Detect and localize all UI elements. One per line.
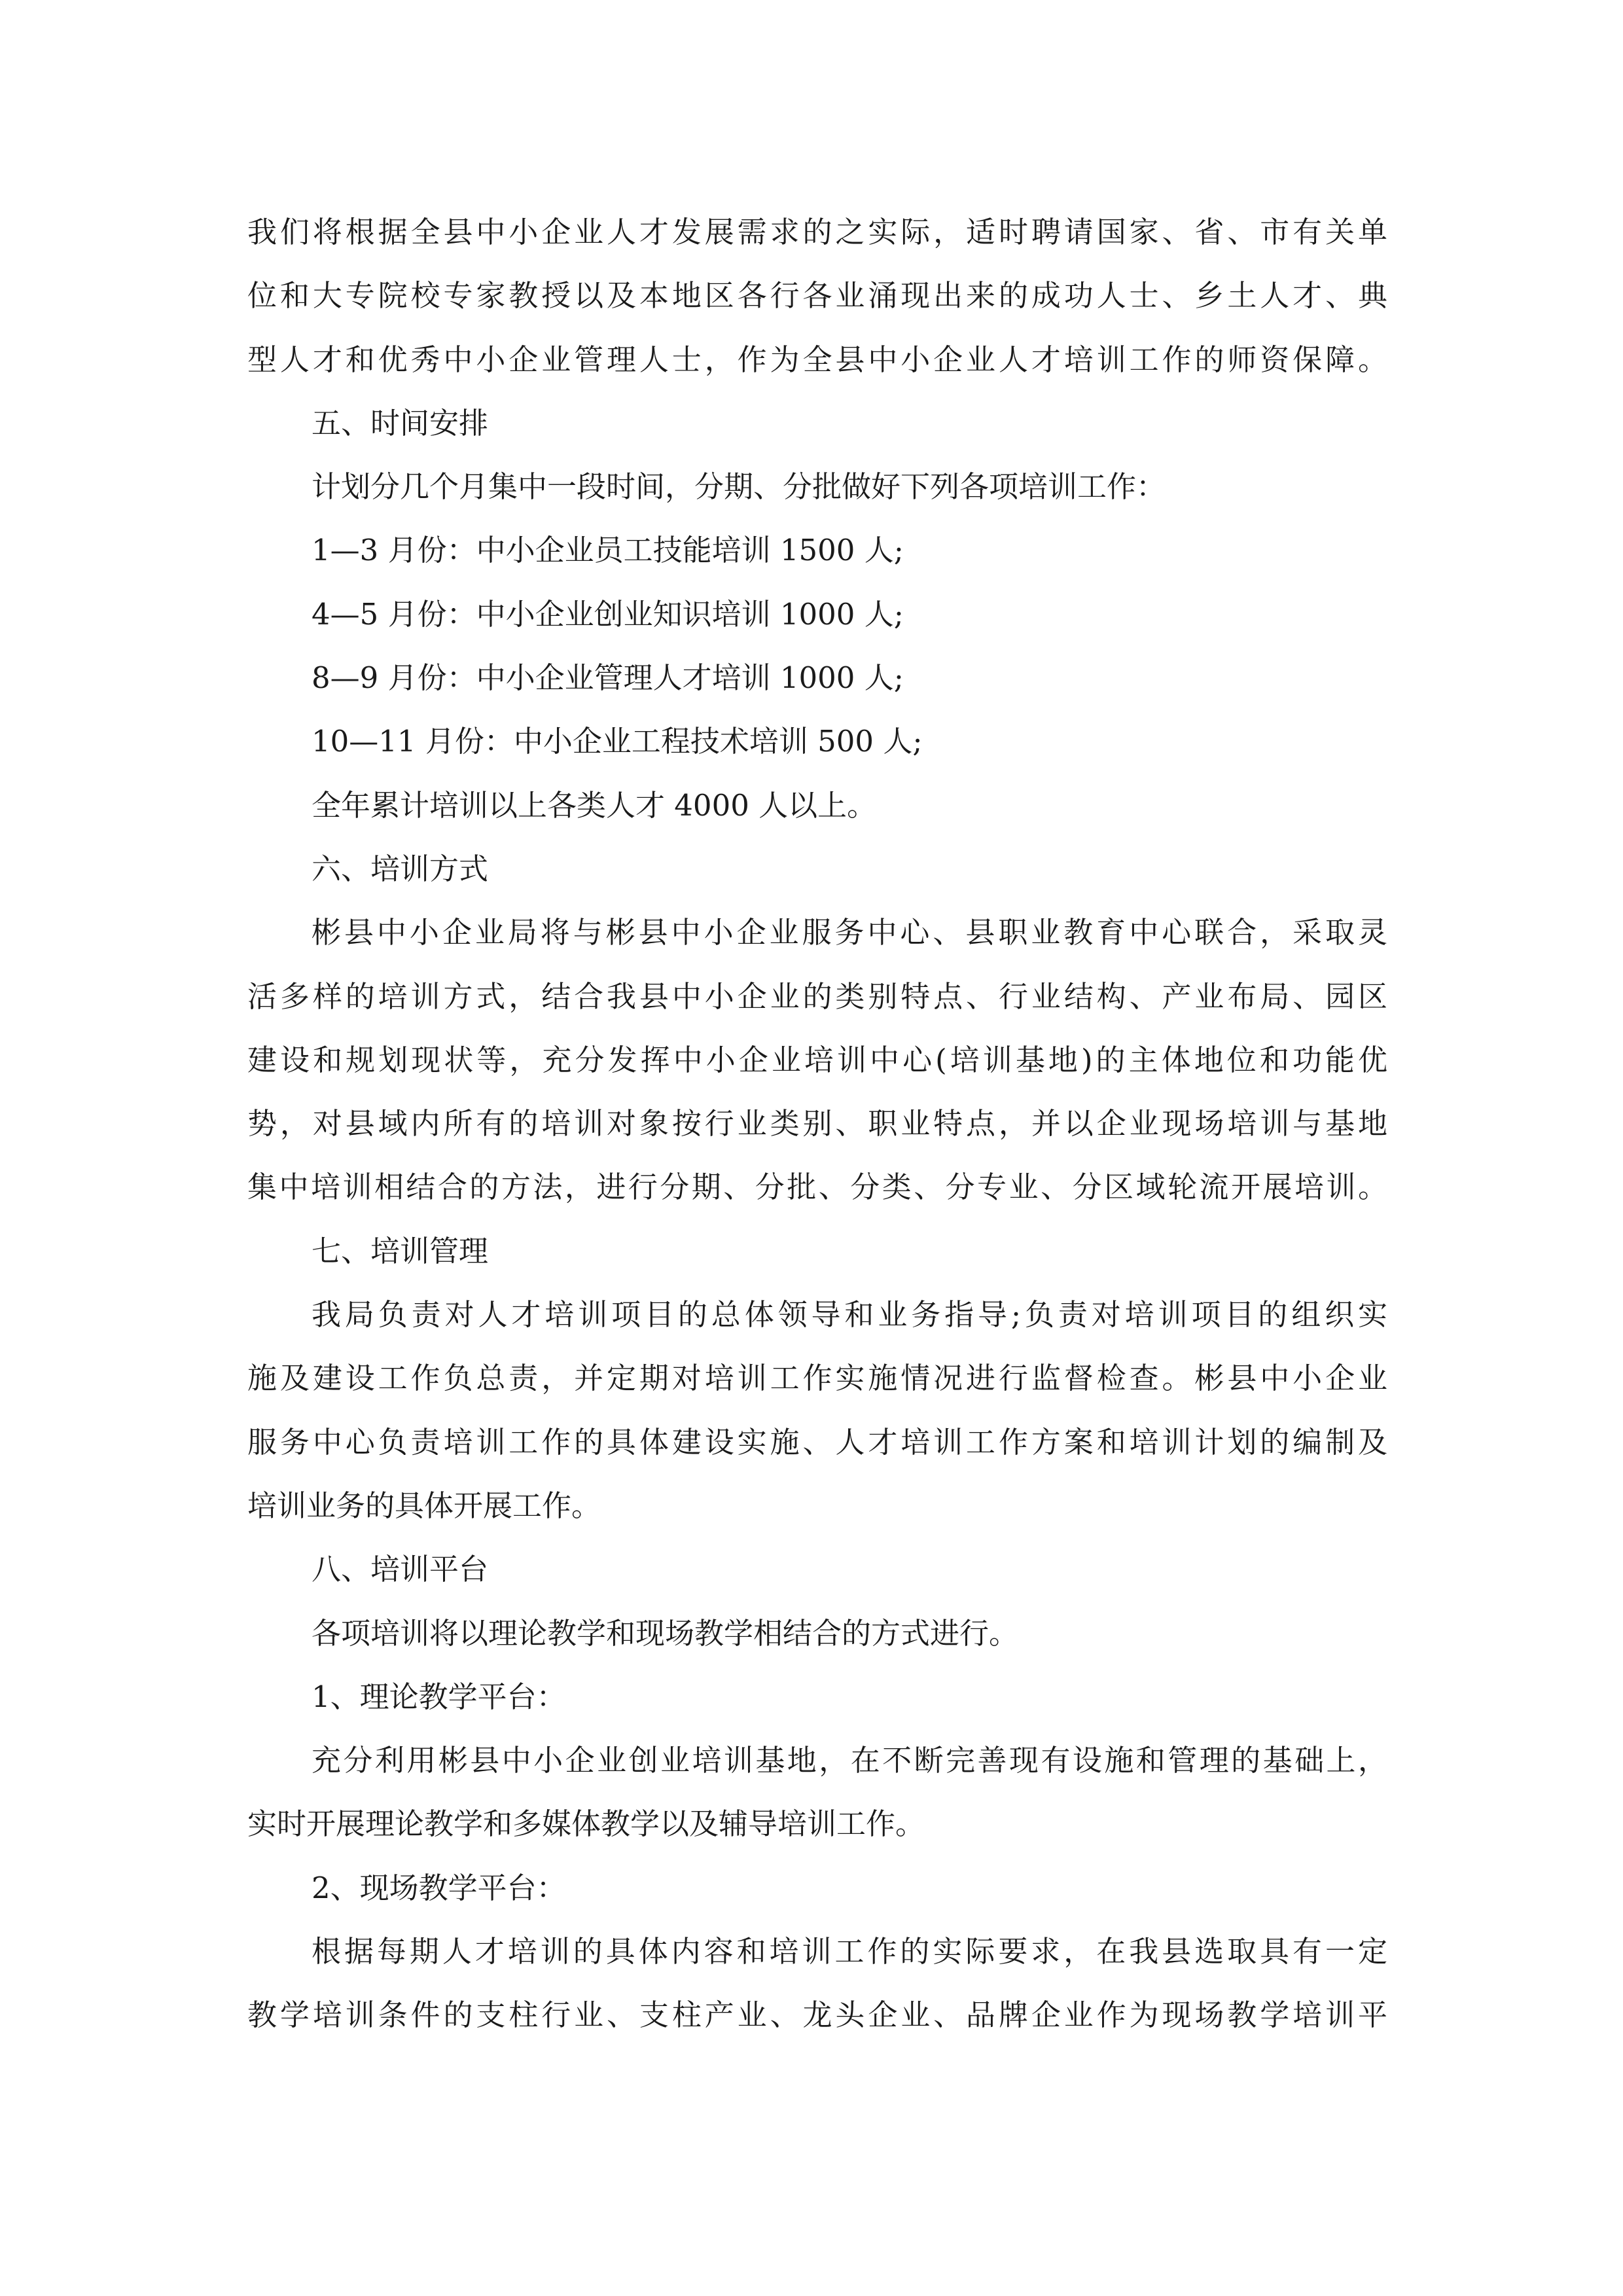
paragraph-line: 各项培训将以理论教学和现场教学相结合的方式进行。 [312, 1615, 1019, 1651]
paragraph-line: 施及建设工作负总责，并定期对培训工作实施情况进行监督检查。彬县中小企业 [247, 1361, 1387, 1396]
paragraph-line: 建设和规划现状等，充分发挥中小企业培训中心(培训基地)的主体地位和功能优 [247, 1042, 1387, 1077]
section-heading-time-schedule: 五、时间安排 [312, 405, 489, 440]
paragraph-line: 培训业务的具体开展工作。 [247, 1488, 601, 1523]
section-heading-training-method: 六、培训方式 [312, 851, 489, 886]
paragraph-line: 计划分几个月集中一段时间，分期、分批做好下列各项培训工作： [312, 469, 1166, 505]
paragraph-line: 势，对县域内所有的培训对象按行业类别、职业特点，并以企业现场培训与基地 [247, 1106, 1387, 1141]
section-heading-training-management: 七、培训管理 [312, 1233, 489, 1268]
document-body [247, 200, 1387, 2047]
paragraph-line: 实时开展理论教学和多媒体教学以及辅导培训工作。 [247, 1806, 925, 1842]
schedule-item: 10—11 月份：中小企业工程技术培训 500 人; [312, 724, 923, 759]
paragraph-line: 集中培训相结合的方法，进行分期、分批、分类、分专业、分区域轮流开展培训。 [247, 1170, 1387, 1205]
schedule-item: 4—5 月份：中小企业创业知识培训 1000 人; [312, 596, 904, 632]
paragraph-line: 服务中心负责培训工作的具体建设实施、人才培训工作方案和培训计划的编制及 [247, 1424, 1387, 1460]
paragraph-line: 彬县中小企业局将与彬县中小企业服务中心、县职业教育中心联合，采取灵 [312, 915, 1387, 950]
paragraph-line: 型人才和优秀中小企业管理人士，作为全县中小企业人才培训工作的师资保障。 [247, 342, 1387, 377]
schedule-item: 1—3 月份：中小企业员工技能培训 1500 人; [312, 533, 904, 568]
schedule-item: 8—9 月份：中小企业管理人才培训 1000 人; [312, 660, 904, 696]
paragraph-line: 位和大专院校专家教授以及本地区各行各业涌现出来的成功人士、乡土人才、典 [247, 278, 1387, 314]
paragraph-line: 教学培训条件的支柱行业、支柱产业、龙头企业、品牌企业作为现场教学培训平 [247, 1998, 1387, 2033]
paragraph-line: 充分利用彬县中小企业创业培训基地，在不断完善现有设施和管理的基础上， [312, 1743, 1387, 1778]
paragraph-line: 根据每期人才培训的具体内容和培训工作的实际要求，在我县选取具有一定 [312, 1934, 1387, 1969]
paragraph-line: 我们将根据全县中小企业人才发展需求的之实际，适时聘请国家、省、市有关单 [247, 215, 1387, 249]
subheading-theory-platform: 1、理论教学平台： [312, 1679, 566, 1714]
section-heading-training-platform: 八、培训平台 [312, 1552, 489, 1587]
subheading-onsite-platform: 2、现场教学平台： [312, 1870, 566, 1905]
paragraph-line: 我局负责对人才培训项目的总体领导和业务指导;负责对培训项目的组织实 [312, 1297, 1387, 1333]
paragraph-line: 活多样的培训方式，结合我县中小企业的类别特点、行业结构、产业布局、园区 [247, 978, 1387, 1014]
paragraph-line: 全年累计培训以上各类人才 4000 人以上。 [312, 787, 877, 823]
